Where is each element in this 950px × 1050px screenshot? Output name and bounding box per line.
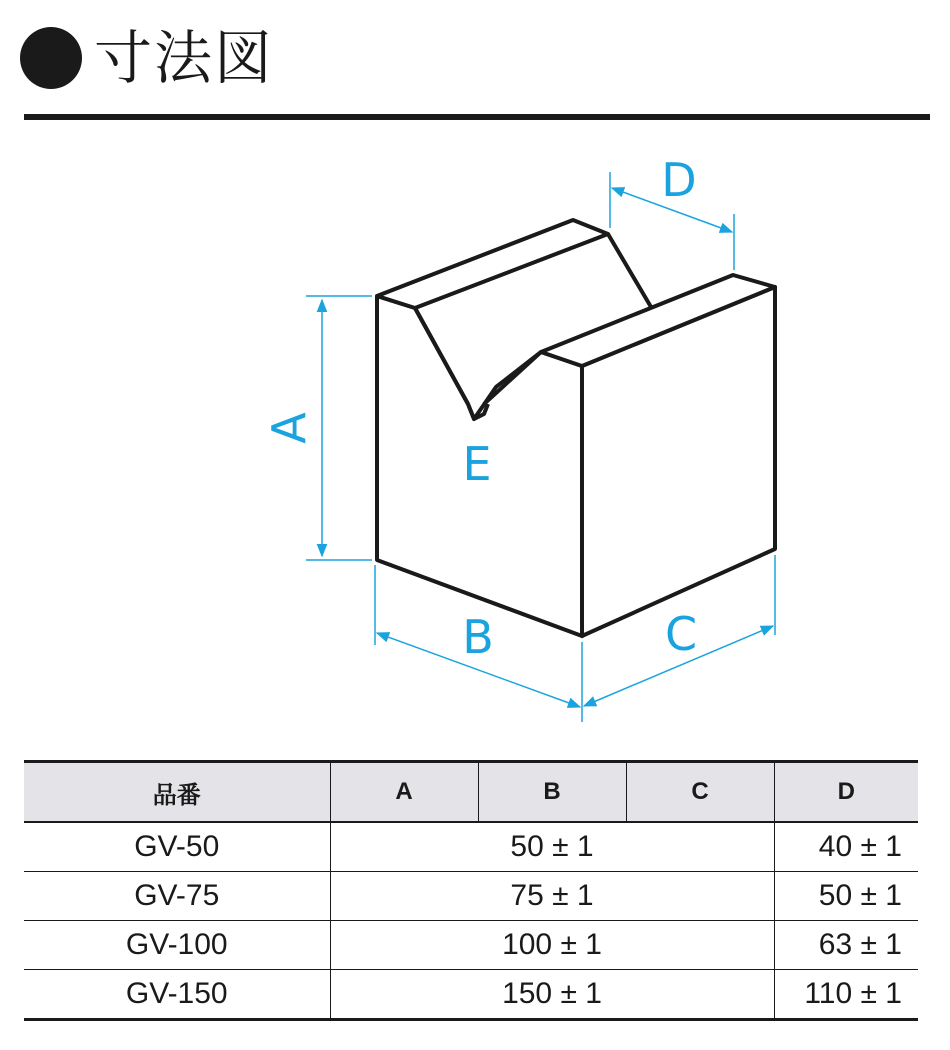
cell-abc: 50 ± 1 xyxy=(330,822,774,872)
cell-model: GV-100 xyxy=(24,921,330,970)
header-b: B xyxy=(478,762,626,823)
header-c: C xyxy=(626,762,774,823)
cell-d: 110 ± 1 xyxy=(774,970,918,1020)
dim-label-a: A xyxy=(262,412,316,444)
bullet-circle-icon xyxy=(20,27,82,89)
dim-label-e: E xyxy=(462,437,492,491)
cell-abc: 150 ± 1 xyxy=(330,970,774,1020)
dimension-table xyxy=(24,760,918,1021)
dim-label-b: B xyxy=(462,610,494,664)
title-divider xyxy=(24,114,930,120)
dim-label-d: D xyxy=(661,153,697,207)
cell-d: 63 ± 1 xyxy=(774,921,918,970)
page-title-text: 寸法図 xyxy=(94,24,275,92)
v-groove-far-edge xyxy=(608,234,651,307)
v-block-dimension-diagram xyxy=(0,130,950,730)
table-row xyxy=(24,970,918,1020)
table-row xyxy=(24,872,918,921)
table-header-row xyxy=(24,762,918,823)
cell-abc: 75 ± 1 xyxy=(330,872,774,921)
table-row xyxy=(24,921,918,970)
v-block-drawing xyxy=(377,220,775,636)
page-title xyxy=(20,18,274,98)
cell-abc: 100 ± 1 xyxy=(330,921,774,970)
cell-model: GV-150 xyxy=(24,970,330,1020)
header-model: 品番 xyxy=(24,762,330,823)
header-a: A xyxy=(330,762,478,823)
cell-model: GV-50 xyxy=(24,822,330,872)
cell-d: 50 ± 1 xyxy=(774,872,918,921)
table-row xyxy=(24,822,918,872)
cell-model: GV-75 xyxy=(24,872,330,921)
cell-d: 40 ± 1 xyxy=(774,822,918,872)
dim-label-c: C xyxy=(664,607,698,661)
header-d: D xyxy=(774,762,918,823)
top-surface-left xyxy=(377,220,608,308)
